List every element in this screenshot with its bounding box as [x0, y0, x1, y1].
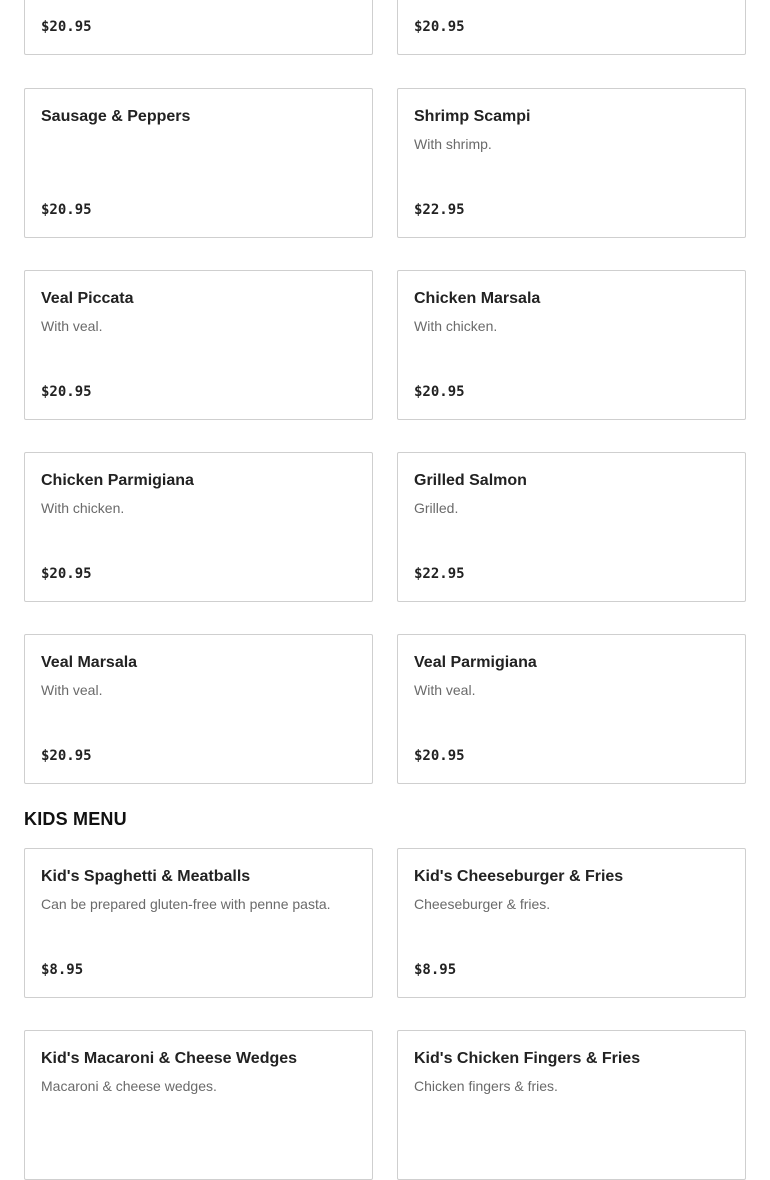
- item-description: Macaroni & cheese wedges.: [41, 1078, 217, 1094]
- item-name: Veal Marsala: [41, 654, 138, 671]
- item-name: Kid's Macaroni & Cheese Wedges: [41, 1050, 298, 1067]
- item-name: Kid's Chicken Fingers & Fries: [414, 1050, 641, 1067]
- menu-item-card[interactable]: [397, 0, 746, 55]
- item-description: With veal.: [41, 318, 103, 334]
- item-price: $20.95: [414, 19, 465, 35]
- item-price: $20.95: [41, 566, 92, 582]
- item-price: $20.95: [414, 748, 465, 764]
- item-name: Kid's Cheeseburger & Fries: [414, 868, 624, 885]
- item-price: $20.95: [41, 384, 92, 400]
- item-description: With shrimp.: [414, 136, 492, 152]
- menu-item-card[interactable]: [24, 88, 373, 238]
- menu-item-card[interactable]: [397, 848, 746, 998]
- item-name: Grilled Salmon: [414, 472, 527, 489]
- item-name: Kid's Spaghetti & Meatballs: [41, 868, 251, 885]
- menu-item-card[interactable]: [24, 270, 373, 420]
- menu-item-card[interactable]: [397, 88, 746, 238]
- menu-item-card[interactable]: [397, 270, 746, 420]
- item-price: $20.95: [41, 202, 92, 218]
- menu-item-card[interactable]: [24, 1030, 373, 1180]
- kids-menu-heading: KIDS MENU: [24, 809, 127, 829]
- item-description: With chicken.: [41, 500, 125, 516]
- item-description: With veal.: [41, 682, 103, 698]
- item-price: $20.95: [414, 384, 465, 400]
- item-price: $20.95: [41, 748, 92, 764]
- menu-item-card[interactable]: [397, 452, 746, 602]
- item-description: Grilled.: [414, 500, 459, 516]
- item-price: $8.95: [41, 962, 84, 978]
- item-price: $22.95: [414, 202, 465, 218]
- item-name: Veal Parmigiana: [414, 654, 537, 671]
- item-description: With veal.: [414, 682, 476, 698]
- menu-item-card[interactable]: [24, 0, 373, 55]
- item-price: $8.95: [414, 962, 457, 978]
- item-description: With chicken.: [414, 318, 498, 334]
- menu-item-card[interactable]: [397, 1030, 746, 1180]
- item-name: Chicken Marsala: [414, 290, 541, 307]
- item-name: Sausage & Peppers: [41, 108, 191, 125]
- menu-item-card[interactable]: [24, 848, 373, 998]
- item-description: Can be prepared gluten-free with penne pasta.: [41, 896, 331, 912]
- menu-item-card[interactable]: [397, 634, 746, 784]
- item-description: Chicken fingers & fries.: [414, 1078, 558, 1094]
- menu-item-card[interactable]: [24, 634, 373, 784]
- item-name: Shrimp Scampi: [414, 108, 531, 125]
- item-name: Chicken Parmigiana: [41, 472, 194, 489]
- menu-item-card[interactable]: [24, 452, 373, 602]
- item-name: Veal Piccata: [41, 290, 134, 307]
- item-description: Cheeseburger & fries.: [414, 896, 551, 912]
- item-price: $22.95: [414, 566, 465, 582]
- item-price: $20.95: [41, 19, 92, 35]
